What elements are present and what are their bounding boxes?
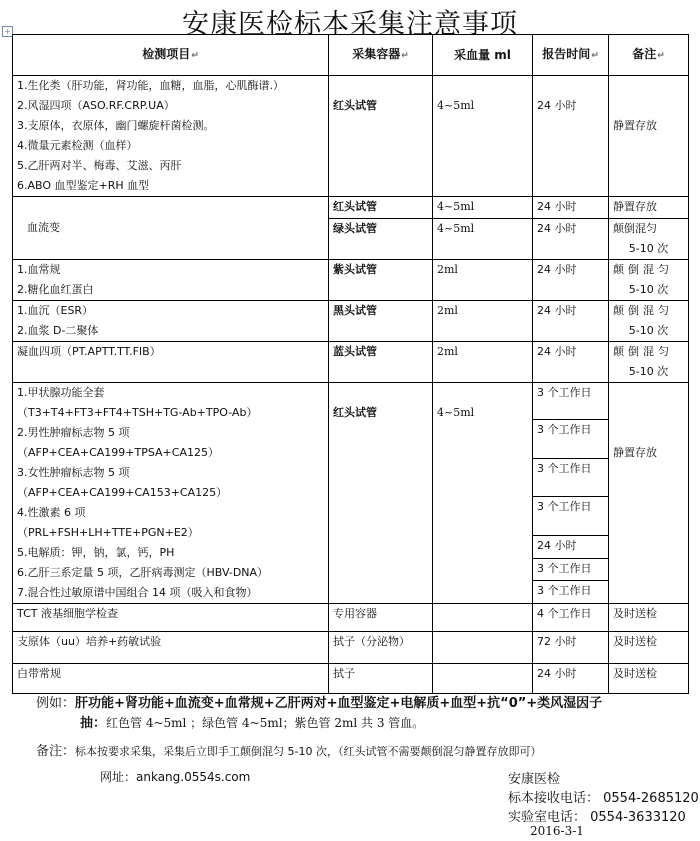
report-cell: 24 小时: [533, 219, 609, 260]
report-cell: 24 小时: [533, 664, 609, 694]
receive-phone: 标本接收电话： 0554-2685120: [508, 791, 699, 806]
note-cell: 颠倒混匀 5-10 次: [609, 219, 689, 260]
header-container: 采集容器↵: [329, 35, 433, 76]
note-cell: 颠倒混匀 5-10 次: [609, 342, 689, 383]
note-cell: 及时送检: [609, 604, 689, 632]
note-cell: 静置存放: [609, 197, 689, 219]
remark-line: 备注：标本按要求采集，采集后立即手工颠倒混匀 5-10 次，（红头试管不需要颠倒混匀静置存放即可）: [36, 744, 542, 759]
container-cell: 拭子: [329, 664, 433, 694]
container-cell: 拭子（分泌物）: [329, 632, 433, 664]
list-item: 4.微量元素检测（血样）: [17, 139, 138, 152]
list-item: 2.风湿四项（ASO.RF.CRP.UA）: [17, 99, 175, 112]
report-cell: 4 个工作日: [533, 604, 609, 632]
volume-cell: 4~5ml: [433, 76, 533, 197]
report-cell: 24 小时: [533, 342, 609, 383]
specimen-table: [12, 34, 689, 694]
note-cell: 静置存放: [609, 76, 689, 197]
report-cell: 3 个工作日: [533, 497, 609, 536]
container-cell: 紫头试管: [329, 260, 433, 301]
container-cell: 黑头试管: [329, 301, 433, 342]
table-row: [13, 383, 689, 420]
items-cell: 1.甲状腺功能全套 （T3+T4+FT3+FT4+TSH+TG-Ab+TPO-Ab） 2.男性肿瘤标志物 5 项 （AFP+CEA+CA199+TPSA+CA125） 3.女性肿瘤标志物 5 项 （AFP+CEA+CA199+CA153+CA125） 4.性激素 6 项 （PRL+FSH+LH+TTE+PGN+E2） 5.电解质：钾，钠，氯，钙，PH 6.乙肝三系定量 5 项，乙肝病毒测定（HBV-DNA） 7.混合性过敏原谱中国组合 14 项（吸入和食物）: [13, 383, 329, 604]
report-cell: 24 小时: [533, 260, 609, 301]
report-cell: 3 个工作日: [533, 459, 609, 497]
container-cell: 绿头试管: [329, 219, 433, 260]
report-cell: 72 小时: [533, 632, 609, 664]
items-cell: [13, 76, 329, 197]
container-cell: 红头试管: [329, 76, 433, 197]
volume-cell: [433, 664, 533, 694]
volume-cell: 2ml: [433, 301, 533, 342]
report-cell: 24 小时: [533, 76, 609, 197]
items-cell: 白带常规: [13, 664, 329, 694]
report-cell: 24 小时: [533, 301, 609, 342]
list-item: 1.生化类（肝功能，肾功能，血糖，血脂，心肌酶谱.）: [17, 79, 284, 92]
note-cell: 颠倒混匀 5-10 次: [609, 301, 689, 342]
report-cell: 3 个工作日: [533, 581, 609, 604]
container-cell: 蓝头试管: [329, 342, 433, 383]
items-cell: 血流变: [13, 197, 329, 260]
lab-phone: 实验室电话： 0554-3633120: [508, 810, 686, 825]
note-cell: 及时送检: [609, 632, 689, 664]
items-cell: 支原体（uu）培养+药敏试验: [13, 632, 329, 664]
header-row: [13, 35, 689, 76]
container-cell: 专用容器: [329, 604, 433, 632]
items-cell: 1.血常规 2.糖化血红蛋白: [13, 260, 329, 301]
table-row: [13, 632, 689, 664]
note-cell: 静置存放: [609, 383, 689, 604]
header-items: 检测项目↵: [13, 35, 329, 76]
report-cell: 3 个工作日: [533, 383, 609, 420]
container-cell: 红头试管: [329, 197, 433, 219]
container-cell: 红头试管: [329, 383, 433, 604]
table-row: [13, 301, 689, 342]
volume-cell: 4~5ml: [433, 197, 533, 219]
website-link[interactable]: 网址：ankang.0554s.com: [100, 770, 251, 784]
table-row: [13, 197, 689, 219]
table-row: [13, 260, 689, 301]
volume-cell: 2ml: [433, 342, 533, 383]
report-cell: 3 个工作日: [533, 558, 609, 581]
header-report: 报告时间↵: [533, 35, 609, 76]
issue-date: 2016-3-1: [530, 824, 584, 838]
table-row: [13, 342, 689, 383]
table-row: [13, 604, 689, 632]
items-cell: 凝血四项（PT.APTT.TT.FIB）: [13, 342, 329, 383]
items-cell: 1.血沉（ESR） 2.血浆 D-二聚体: [13, 301, 329, 342]
volume-cell: [433, 632, 533, 664]
report-cell: 3 个工作日: [533, 420, 609, 459]
list-item: 5.乙肝两对半、梅毒、艾滋、丙肝: [17, 159, 182, 172]
report-cell: 24 小时: [533, 197, 609, 219]
volume-cell: 4~5ml: [433, 219, 533, 260]
example-line-2: 抽：红色管 4~5ml ；绿色管 4~5ml；紫色管 2ml 共 3 管血。: [80, 716, 425, 731]
report-cell: 24 小时: [533, 536, 609, 559]
header-note: 备注↵: [609, 35, 689, 76]
list-item: 6.ABO 血型鉴定+RH 血型: [17, 179, 150, 192]
volume-cell: [433, 604, 533, 632]
list-item: 3.支原体，衣原体，幽门螺旋杆菌检测。: [17, 119, 215, 132]
note-cell: 及时送检: [609, 664, 689, 694]
items-cell: TCT 液基细胞学检查: [13, 604, 329, 632]
header-volume: 采血量 ml: [433, 35, 533, 76]
table-row: [13, 664, 689, 694]
table-move-handle-icon[interactable]: +: [2, 26, 13, 37]
volume-cell: 2ml: [433, 260, 533, 301]
org-name: 安康医检: [508, 772, 561, 787]
example-line-1: 例如：肝功能+肾功能+血流变+血常规+乙肝两对+血型鉴定+电解质+血型+抗“0”+类风湿因子: [36, 696, 603, 711]
table-row: [13, 76, 689, 197]
note-cell: 颠倒混匀 5-10 次: [609, 260, 689, 301]
page-title: 安康医检标本采集注意事项: [182, 9, 518, 40]
volume-cell: 4~5ml: [433, 383, 533, 604]
